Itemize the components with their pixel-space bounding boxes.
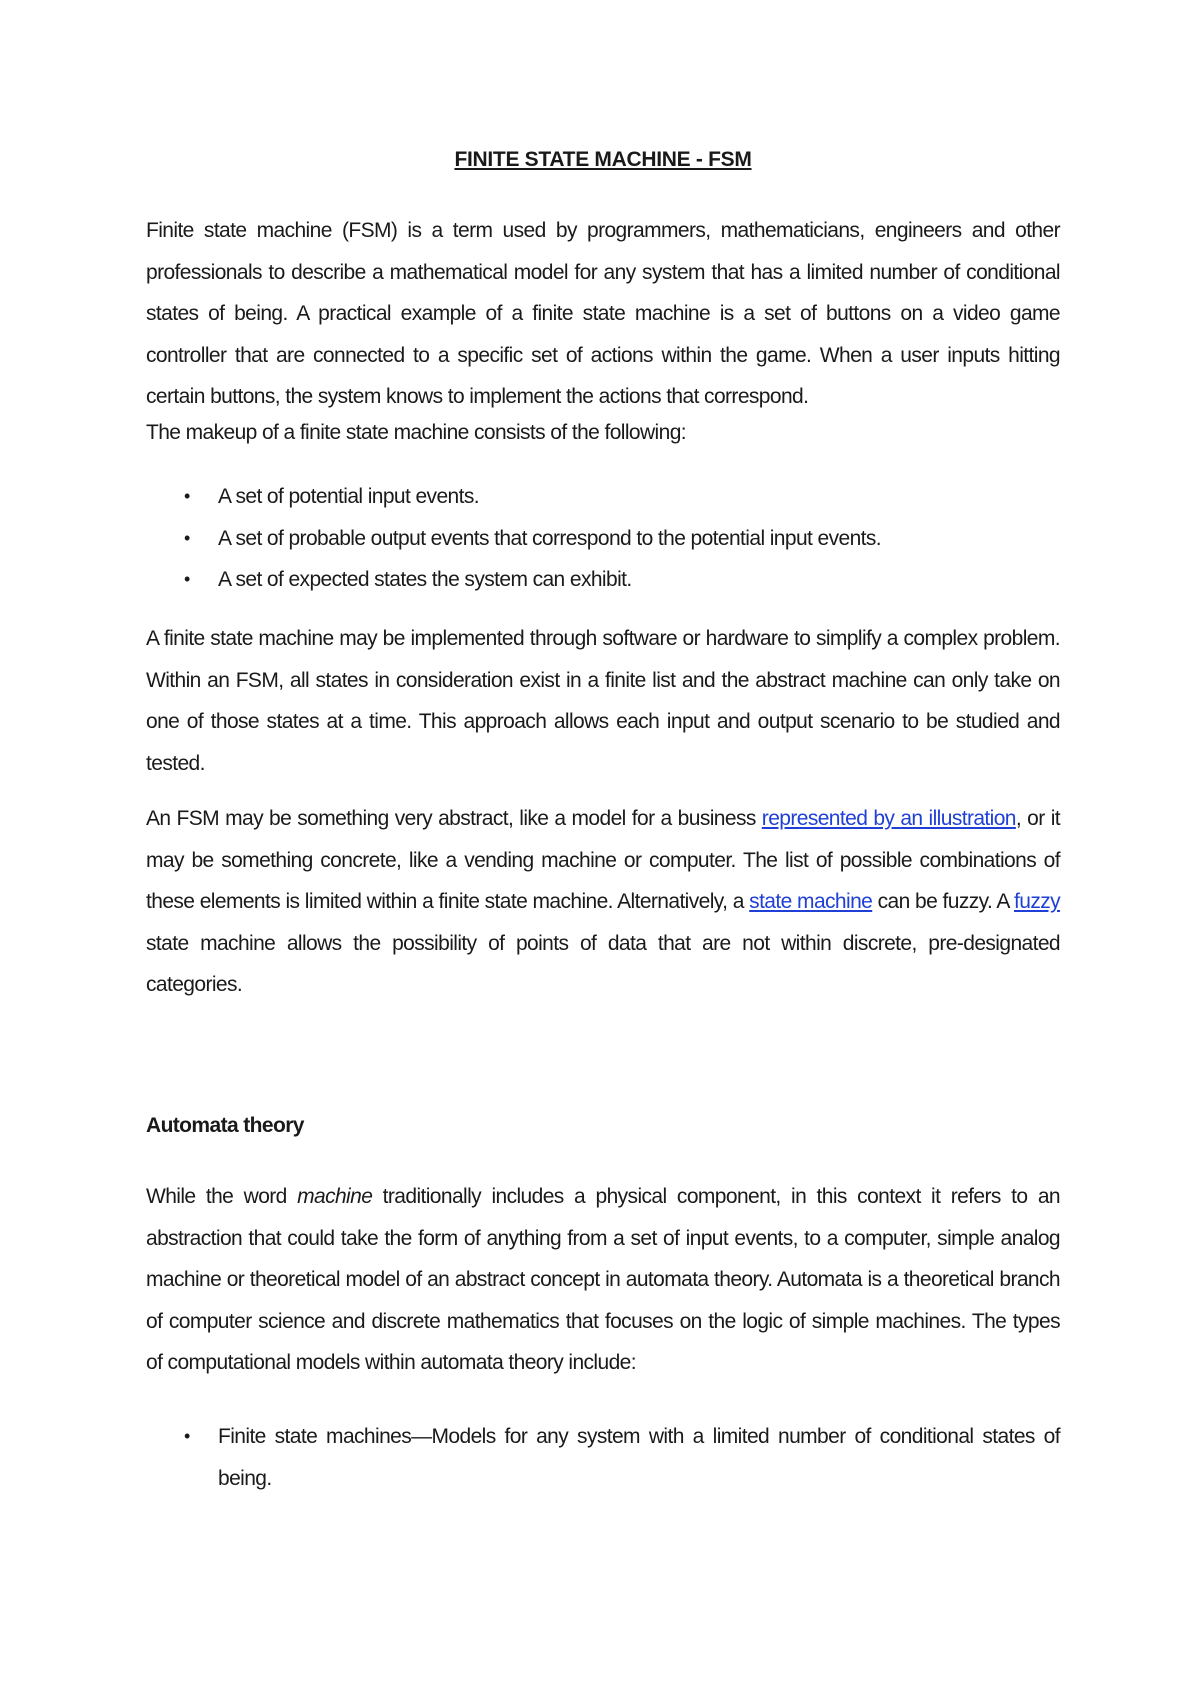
list-item-text: A set of expected states the system can exhibit.: [218, 568, 632, 591]
list-item: [146, 518, 1060, 560]
document-title: FINITE STATE MACHINE - FSM: [454, 148, 752, 171]
makeup-lead-paragraph: The makeup of a finite state machine consists of the following:: [146, 421, 687, 444]
abstract-text-4: state machine allows the possibility of points of data that are not within discrete, pre-designated categories.: [146, 931, 1060, 996]
list-item: [146, 1416, 1060, 1499]
bullet-icon: •: [184, 527, 190, 548]
list-item-text: Finite state machines—Models for any system with a limited number of conditional states of being.: [218, 1425, 1060, 1490]
abstract-text-2: , or it may be something concrete, like a vending machine or computer. The list of possible combinations of these elements is limited within a finite state machine. Alternatively, a: [146, 807, 1060, 913]
automata-emphasis: machine: [297, 1185, 373, 1208]
automata-text-2: traditionally includes a physical component, in this context it refers to an abstraction that could take the form of anything from a set of input events, to a computer, simple analog machine or theoretical model of an abstract concept in automata theory. Automata is a theoretical branch of computer science and discrete mathematics that focuses on the logic of simple machines. The types of computational models within automata theory include:: [146, 1185, 1060, 1374]
abstract-paragraph: [146, 798, 1060, 1006]
link-represented-by-an-illustration[interactable]: represented by an illustration: [761, 807, 1016, 830]
list-item-text: A set of potential input events.: [218, 485, 479, 508]
makeup-list: [146, 476, 1060, 601]
automata-paragraph: [146, 1176, 1060, 1384]
link-fuzzy[interactable]: fuzzy: [1014, 890, 1061, 913]
abstract-text-1: An FSM may be something very abstract, like a model for a business: [146, 807, 762, 830]
link-state-machine[interactable]: state machine: [749, 890, 873, 913]
intro-paragraph: Finite state machine (FSM) is a term used by programmers, mathematicians, engineers and other professionals to describe a mathematical model for any system that has a limited number of conditional states of being. A practical example of a finite state machine is a set of buttons on a video game controller that are connected to a specific set of actions within the game. When a user inputs hitting certain buttons, the system knows to implement the actions that correspond.: [146, 219, 1060, 408]
implementation-paragraph: A finite state machine may be implemented through software or hardware to simplify a complex problem. Within an FSM, all states in consideration exist in a finite list and the abstract machine can only take on one of those states at a time. This approach allows each input and output scenario to be studied and tested.: [146, 627, 1060, 775]
automata-text-1: While the word: [146, 1185, 298, 1208]
bullet-icon: •: [184, 569, 190, 589]
automata-heading: Automata theory: [146, 1114, 304, 1137]
list-item-text: A set of probable output events that correspond to the potential input events.: [218, 526, 882, 550]
automata-list: [146, 1416, 1060, 1499]
bullet-icon: •: [184, 1426, 190, 1446]
list-item: [146, 559, 1060, 601]
bullet-icon: •: [184, 486, 190, 506]
abstract-text-3: can be fuzzy. A: [872, 890, 1014, 913]
list-item: [146, 476, 1060, 518]
